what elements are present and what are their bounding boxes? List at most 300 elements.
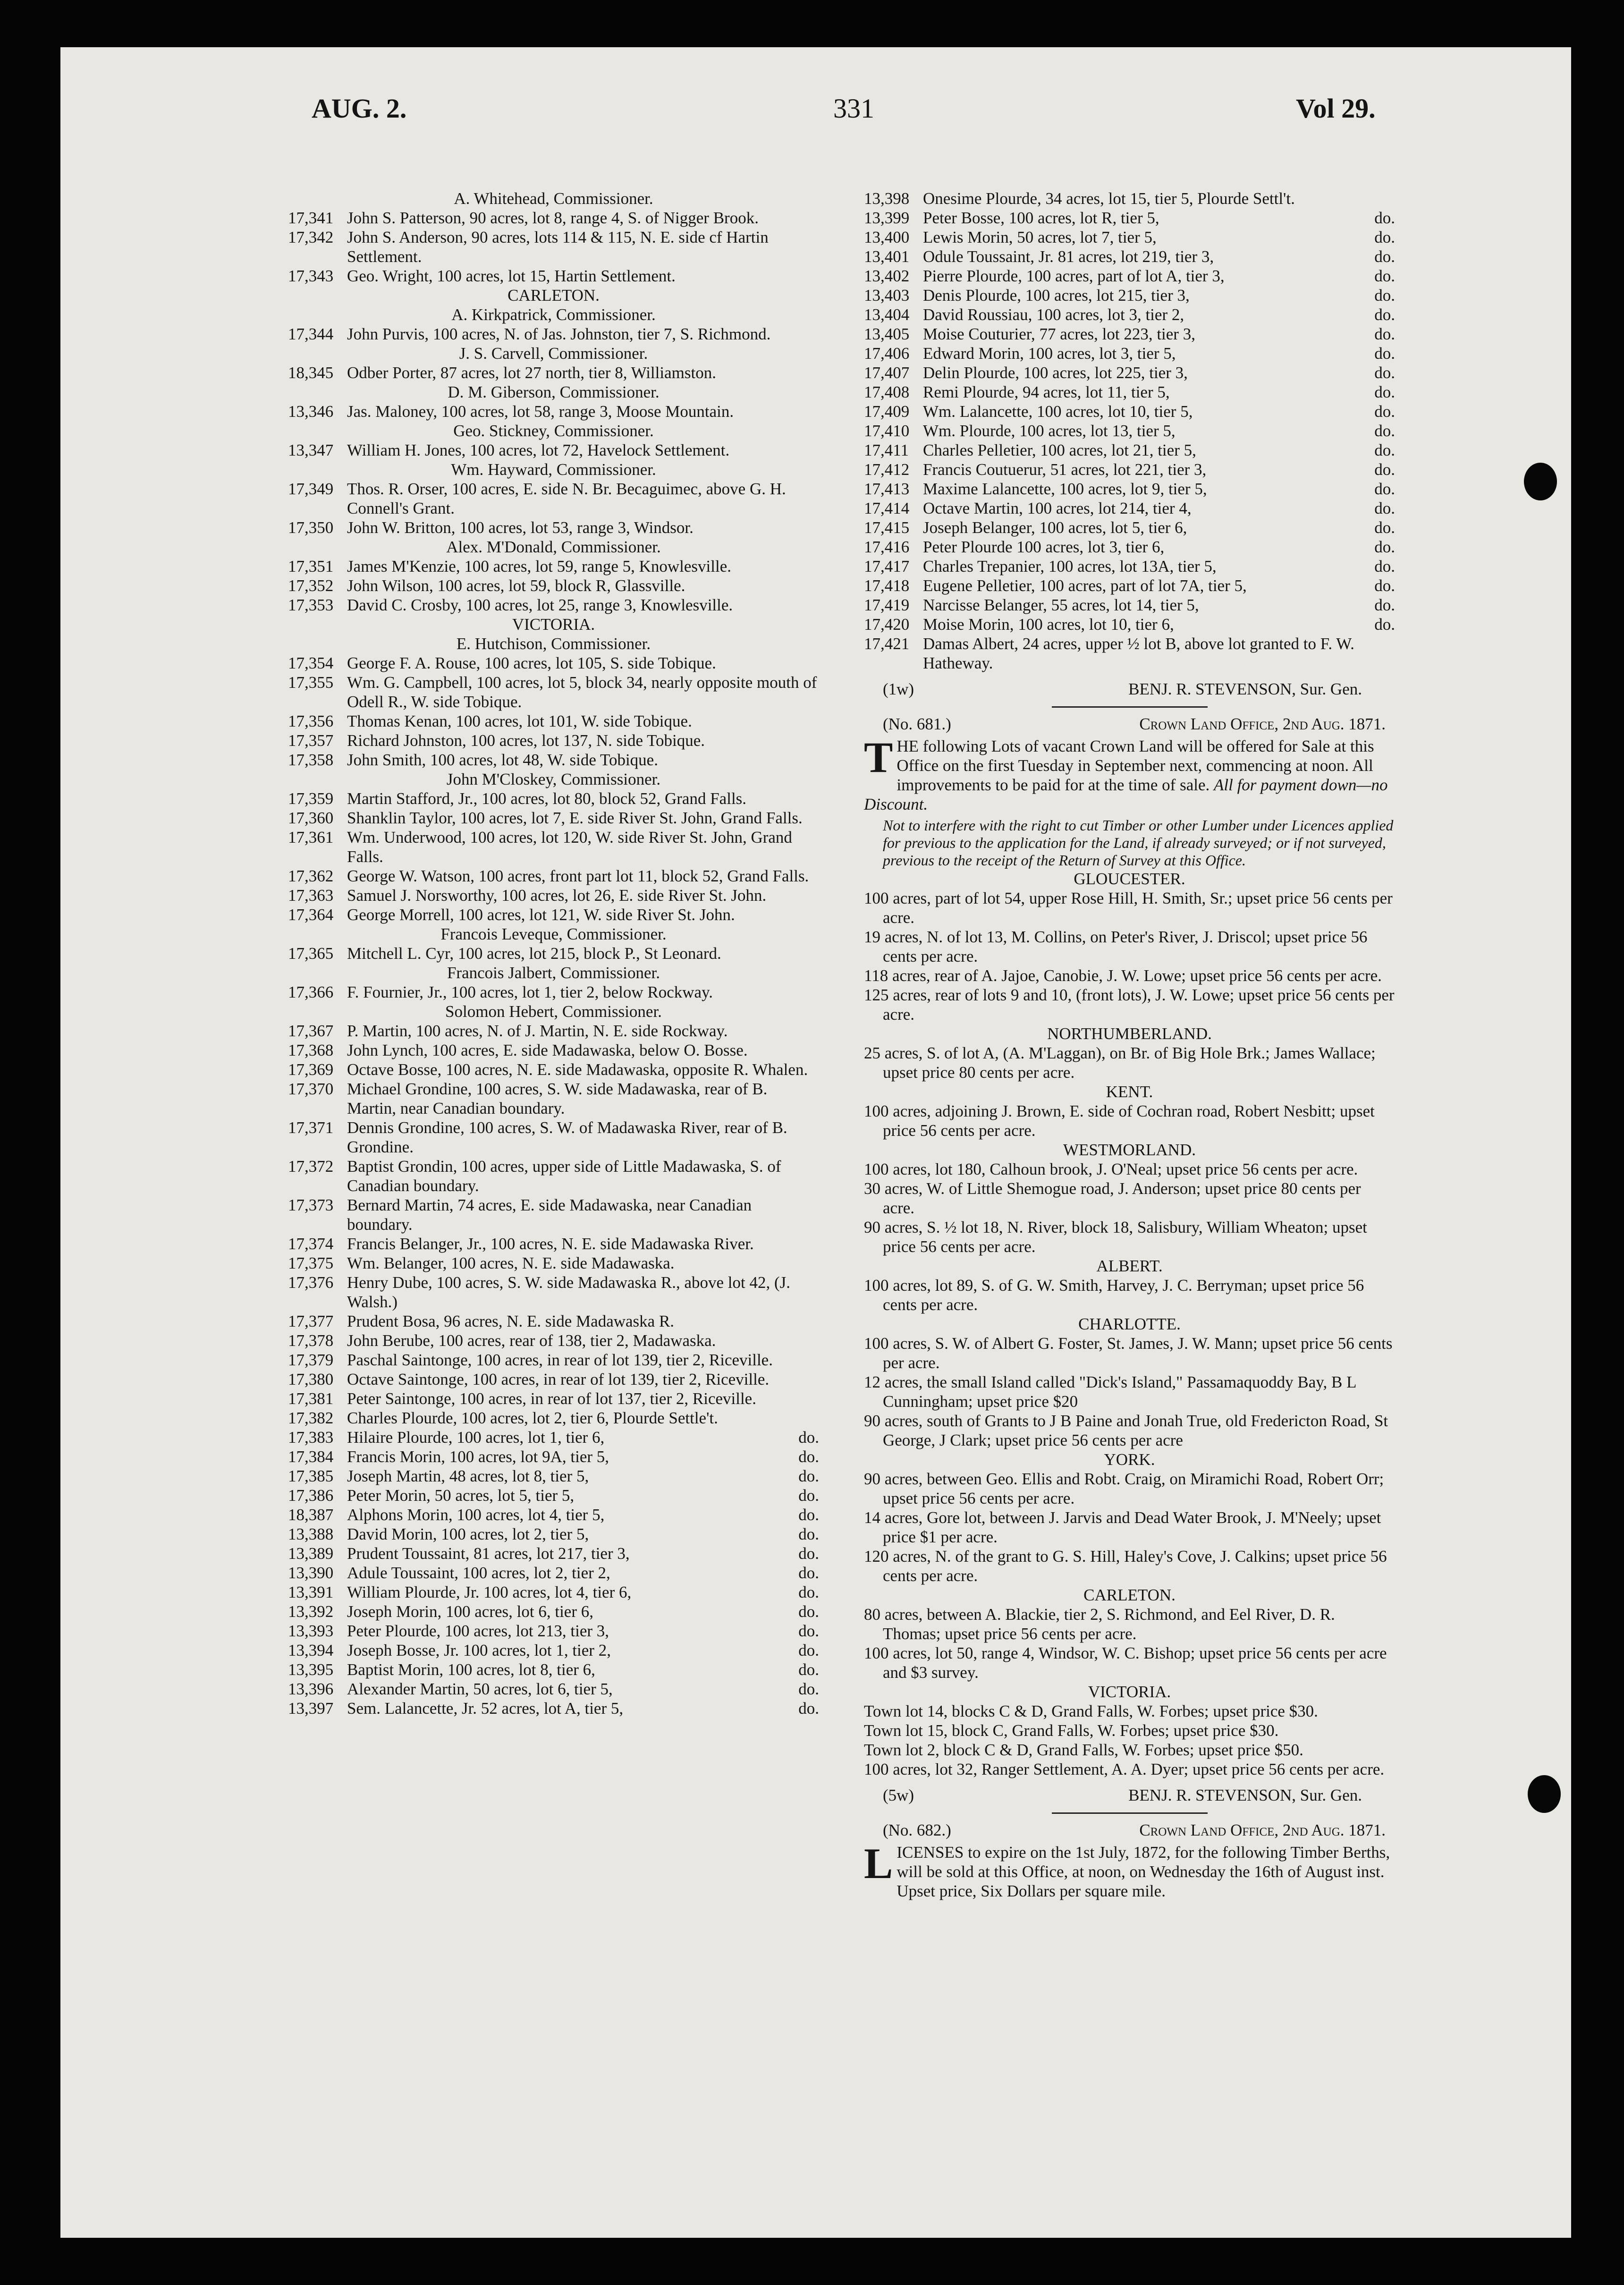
grant-entry <box>288 1699 819 1718</box>
ditto-mark: do. <box>1374 267 1395 285</box>
grant-entry <box>288 1370 819 1389</box>
grant-text: Prudent Bosa, 96 acres, N. E. side Madawaska R. <box>347 1312 675 1330</box>
grant-number: 17,351 <box>288 557 334 575</box>
grant-entry <box>288 1466 819 1486</box>
grant-text: Martin Stafford, Jr., 100 acres, lot 80, block 52, Grand Falls. <box>347 789 747 808</box>
grant-number: 17,349 <box>288 480 334 498</box>
grant-text: John Purvis, 100 acres, N. of Jas. Johnston, tier 7, S. Richmond. <box>347 325 771 343</box>
grant-entry <box>864 499 1395 518</box>
signature-5w <box>864 1786 1395 1805</box>
grant-entry <box>288 1524 819 1544</box>
ditto-mark: do. <box>1374 557 1395 575</box>
grant-number: 17,357 <box>288 731 334 750</box>
ditto-mark: do. <box>1374 364 1395 382</box>
grant-entry <box>288 1350 819 1370</box>
crown-land-lots <box>864 869 1395 1779</box>
ditto-mark: do. <box>1374 305 1395 324</box>
grant-text: Bernard Martin, 74 acres, E. side Madawaska, near Canadian boundary. <box>347 1196 752 1234</box>
grant-text: Joseph Bosse, Jr. 100 acres, lot 1, tier 2, <box>347 1641 611 1659</box>
county-heading: VICTORIA. <box>1088 1683 1171 1701</box>
lot-item: 125 acres, rear of lots 9 and 10, (front lots), J. W. Lowe; upset price 56 cents per acre. <box>864 986 1395 1024</box>
county-heading: WESTMORLAND. <box>1063 1141 1196 1159</box>
grant-number: 17,359 <box>288 789 334 808</box>
grant-number: 13,391 <box>288 1583 334 1601</box>
county-heading: KENT. <box>1106 1083 1153 1101</box>
grant-text: James M'Kenzie, 100 acres, lot 59, range 5, Knowlesville. <box>347 557 732 575</box>
grant-text: Hilaire Plourde, 100 acres, lot 1, tier 6, <box>347 1428 605 1447</box>
ditto-mark: do. <box>1374 615 1395 634</box>
grant-text: Henry Dube, 100 acres, S. W. side Madawaska R., above lot 42, (J. Walsh.) <box>347 1273 790 1311</box>
grant-number: 13,388 <box>288 1525 334 1543</box>
notice-682-header <box>864 1820 1395 1840</box>
ditto-mark: do. <box>1374 538 1395 556</box>
ditto-mark: do. <box>798 1467 819 1485</box>
insertion-tag: (5w) <box>883 1786 914 1804</box>
grant-entry <box>864 382 1395 402</box>
grant-list-continued <box>864 189 1395 673</box>
lot-item: 30 acres, W. of Little Shemogue road, J. Anderson; upset price 80 cents per acre. <box>864 1179 1361 1217</box>
grant-number: 17,353 <box>288 596 334 614</box>
grant-number: 17,350 <box>288 518 334 537</box>
grant-number: 13,396 <box>288 1680 334 1698</box>
notice-payment: All for payment down—no Discount. <box>864 776 1388 813</box>
grant-number: 17,356 <box>288 712 334 730</box>
grant-entry <box>288 576 819 595</box>
grant-entry <box>288 789 819 808</box>
grant-text: John W. Britton, 100 acres, lot 53, range 3, Windsor. <box>347 518 694 537</box>
ditto-mark: do. <box>798 1622 819 1640</box>
grant-number: 17,369 <box>288 1060 334 1079</box>
grant-number: 17,362 <box>288 867 334 885</box>
grant-number: 17,406 <box>864 344 910 363</box>
lot-item: 90 acres, south of Grants to J B Paine and Jonah True, old Fredericton Road, St George, J Clark; upset price 56 cents per acre <box>864 1412 1388 1449</box>
grant-number: 17,379 <box>288 1351 334 1369</box>
grant-number: 13,347 <box>288 441 334 459</box>
lot-item: Town lot 2, block C & D, Grand Falls, W. Forbes; upset price $50. <box>864 1741 1303 1759</box>
grant-text: David C. Crosby, 100 acres, lot 25, range 3, Knowlesville. <box>347 596 733 614</box>
grant-text: John S. Anderson, 90 acres, lots 114 & 115, N. E. side cf Hartin Settlement. <box>347 228 769 266</box>
grant-text: Eugene Pelletier, 100 acres, part of lot 7A, tier 5, <box>923 576 1247 595</box>
grant-entry <box>288 731 819 750</box>
grant-entry <box>288 557 819 576</box>
ditto-mark: do. <box>798 1525 819 1543</box>
grant-number: 17,417 <box>864 557 910 575</box>
grant-text: Richard Johnston, 100 acres, lot 137, N. side Tobique. <box>347 731 705 750</box>
county-heading: NORTHUMBERLAND. <box>1047 1024 1212 1043</box>
grant-number: 13,395 <box>288 1660 334 1679</box>
grant-text: Octave Saintonge, 100 acres, in rear of lot 139, tier 2, Riceville. <box>347 1370 770 1388</box>
ditto-mark: do. <box>1374 441 1395 459</box>
grant-number: 13,400 <box>864 228 910 246</box>
divider <box>1052 1812 1208 1814</box>
ditto-mark: do. <box>798 1680 819 1698</box>
county-heading: GLOUCESTER. <box>1074 870 1185 888</box>
grant-text: Wm. G. Campbell, 100 acres, lot 5, block 34, nearly opposite mouth of Odell R., W. side Tobique. <box>347 673 817 711</box>
grant-entry <box>288 1583 819 1602</box>
lot-item: 100 acres, adjoining J. Brown, E. side of Cochran road, Robert Nesbitt; upset price 56 cents per acre. <box>864 1102 1375 1140</box>
header-date: AUG. 2. <box>312 93 407 124</box>
grant-entry <box>288 1563 819 1583</box>
grant-text: Odule Toussaint, Jr. 81 acres, lot 219, tier 3, <box>923 247 1214 266</box>
ditto-mark: do. <box>1374 480 1395 498</box>
ditto-mark: do. <box>1374 596 1395 614</box>
grant-text: F. Fournier, Jr., 100 acres, lot 1, tier 2, below Rockway. <box>347 983 713 1001</box>
grant-number: 17,374 <box>288 1235 334 1253</box>
grant-entry <box>288 944 819 963</box>
grant-entry <box>288 1602 819 1621</box>
grant-text: Thos. R. Orser, 100 acres, E. side N. Br. Becaguimec, above G. H. Connell's Grant. <box>347 480 786 517</box>
grant-text: Thomas Kenan, 100 acres, lot 101, W. side Tobique. <box>347 712 692 730</box>
grant-entry <box>288 982 819 1002</box>
ditto-mark: do. <box>1374 518 1395 537</box>
grant-number: 17,341 <box>288 209 334 227</box>
grant-text: Maxime Lalancette, 100 acres, lot 9, tier 5, <box>923 480 1207 498</box>
ditto-mark: do. <box>798 1699 819 1718</box>
grant-number: 17,375 <box>288 1254 334 1272</box>
grant-text: Joseph Morin, 100 acres, lot 6, tier 6, <box>347 1602 593 1621</box>
ditto-mark: do. <box>798 1660 819 1679</box>
grant-text: John Berube, 100 acres, rear of 138, tier 2, Madawaska. <box>347 1331 716 1350</box>
grant-text: Samuel J. Norsworthy, 100 acres, lot 26, E. side River St. John. <box>347 886 767 905</box>
grant-entry <box>288 518 819 537</box>
grant-number: 17,370 <box>288 1080 334 1098</box>
grant-text: Onesime Plourde, 34 acres, lot 15, tier 5, Plourde Settl't. <box>923 189 1295 208</box>
grant-number: 17,363 <box>288 886 334 905</box>
grant-text: Octave Martin, 100 acres, lot 214, tier 4, <box>923 499 1192 517</box>
grant-number: 17,364 <box>288 906 334 924</box>
grant-text: Joseph Belanger, 100 acres, lot 5, tier 6, <box>923 518 1187 537</box>
grant-text: John S. Patterson, 90 acres, lot 8, range 4, S. of Nigger Brook. <box>347 209 759 227</box>
grant-text: Damas Albert, 24 acres, upper ½ lot B, above lot granted to F. W. Hatheway. <box>923 635 1354 672</box>
grant-entry <box>288 1079 819 1118</box>
grant-number: 13,404 <box>864 305 910 324</box>
lot-item: 100 acres, lot 32, Ranger Settlement, A. A. Dyer; upset price 56 cents per acre. <box>864 1760 1385 1778</box>
grant-entry <box>288 1021 819 1041</box>
grant-entry <box>864 634 1395 673</box>
insertion-tag: (1w) <box>883 680 914 698</box>
lot-item: 100 acres, part of lot 54, upper Rose Hill, H. Smith, Sr.; upset price 56 cents per acre. <box>864 889 1393 927</box>
ditto-mark: do. <box>1374 422 1395 440</box>
grant-entry <box>288 1273 819 1312</box>
grant-number: 17,386 <box>288 1486 334 1505</box>
grant-entry <box>288 1312 819 1331</box>
lot-item: 80 acres, between A. Blackie, tier 2, S. Richmond, and Eel River, D. R. Thomas; upset price 56 cents per acre. <box>864 1605 1335 1643</box>
punch-hole <box>1524 463 1557 500</box>
grant-text: Francis Belanger, Jr., 100 acres, N. E. side Madawaska River. <box>347 1235 754 1253</box>
grant-number: 13,402 <box>864 267 910 285</box>
grant-number: 17,408 <box>864 383 910 401</box>
grant-number: 13,397 <box>288 1699 334 1718</box>
notice-number: (No. 682.) <box>883 1821 951 1839</box>
grant-entry <box>288 1041 819 1060</box>
section-heading: Alex. M'Donald, Commissioner. <box>446 538 661 556</box>
ditto-mark: do. <box>1374 209 1395 227</box>
grant-text: Wm. Underwood, 100 acres, lot 120, W. side River St. John, Grand Falls. <box>347 828 792 866</box>
grant-entry <box>864 615 1395 634</box>
grant-number: 13,401 <box>864 247 910 266</box>
grant-number: 17,352 <box>288 576 334 595</box>
ditto-mark: do. <box>798 1602 819 1621</box>
lot-item: 120 acres, N. of the grant to G. S. Hill, Haley's Cove, J. Calkins; upset price 56 cents per acre. <box>864 1547 1387 1585</box>
lot-item: 100 acres, S. W. of Albert G. Foster, St. James, J. W. Mann; upset price 56 cents per acre. <box>864 1334 1393 1372</box>
grant-entry <box>864 460 1395 479</box>
drop-cap: T <box>864 733 893 781</box>
grant-text: Pierre Plourde, 100 acres, part of lot A, tier 3, <box>923 267 1225 285</box>
grant-number: 17,413 <box>864 480 910 498</box>
grant-number: 17,383 <box>288 1428 334 1447</box>
grant-entry <box>864 421 1395 440</box>
grant-number: 17,380 <box>288 1370 334 1388</box>
grant-number: 13,398 <box>864 189 910 208</box>
grant-text: Denis Plourde, 100 acres, lot 215, tier 3, <box>923 286 1190 305</box>
lot-item: Town lot 14, blocks C & D, Grand Falls, W. Forbes; upset price $30. <box>864 1702 1318 1720</box>
grant-entry <box>288 653 819 673</box>
grant-entry <box>288 1118 819 1157</box>
lot-item: 14 acres, Gore lot, between J. Jarvis and Dead Water Brook, J. M'Neely; upset price $1 per acre. <box>864 1508 1381 1546</box>
grant-entry <box>288 1428 819 1447</box>
grant-text: Wm. Plourde, 100 acres, lot 13, tier 5, <box>923 422 1176 440</box>
grant-number: 17,409 <box>864 402 910 421</box>
grant-text: Baptist Morin, 100 acres, lot 8, tier 6, <box>347 1660 595 1679</box>
grant-text: Peter Plourde 100 acres, lot 3, tier 6, <box>923 538 1165 556</box>
ditto-mark: do. <box>798 1506 819 1524</box>
grant-number: 17,384 <box>288 1447 334 1466</box>
grant-number: 13,393 <box>288 1622 334 1640</box>
grant-text: Wm. Belanger, 100 acres, N. E. side Madawaska. <box>347 1254 675 1272</box>
ditto-mark: do. <box>1374 402 1395 421</box>
grant-entry <box>288 866 819 886</box>
grant-number: 18,345 <box>288 364 334 382</box>
right-column <box>864 189 1395 1901</box>
grant-entry <box>864 208 1395 228</box>
grant-text: Charles Plourde, 100 acres, lot 2, tier 6, Plourde Settle't. <box>347 1409 718 1427</box>
section-heading: Francois Leveque, Commissioner. <box>440 925 667 943</box>
lot-item: Town lot 15, block C, Grand Falls, W. Forbes; upset price $30. <box>864 1721 1279 1740</box>
grant-number: 17,376 <box>288 1273 334 1292</box>
lot-item: 100 acres, lot 180, Calhoun brook, J. O'Neal; upset price 56 cents per acre. <box>864 1160 1358 1178</box>
lot-item: 100 acres, lot 89, S. of G. W. Smith, Harvey, J. C. Berryman; upset price 56 cents per acre. <box>864 1276 1364 1314</box>
notice-text: ICENSES to expire on the 1st July, 1872, for the following Timber Berths, will be sold at this Office, at noon, on Wednesday the 16th of August inst. Upset price, Six Dollars per square mile. <box>897 1843 1390 1900</box>
notice-682-body <box>864 1839 1395 1901</box>
grant-text: Francis Morin, 100 acres, lot 9A, tier 5, <box>347 1447 609 1466</box>
grant-text: P. Martin, 100 acres, N. of J. Martin, N. E. side Rockway. <box>347 1022 728 1040</box>
grant-text: Octave Bosse, 100 acres, N. E. side Madawaska, opposite R. Whalen. <box>347 1060 808 1079</box>
grant-entry <box>288 228 819 266</box>
section-heading: Francois Jalbert, Commissioner. <box>447 964 660 982</box>
signatory: BENJ. R. STEVENSON, Sur. Gen. <box>1128 1786 1362 1804</box>
grant-text: Charles Pelletier, 100 acres, lot 21, tier 5, <box>923 441 1196 459</box>
grant-entry <box>864 440 1395 460</box>
grant-text: John Wilson, 100 acres, lot 59, block R, Glassville. <box>347 576 685 595</box>
grant-text: Francis Coutuerur, 51 acres, lot 221, tier 3, <box>923 460 1207 479</box>
grant-entry <box>288 479 819 518</box>
grant-entry <box>864 402 1395 421</box>
grant-entry <box>288 266 819 286</box>
grant-entry <box>864 576 1395 595</box>
grant-number: 17,354 <box>288 654 334 672</box>
grant-text: Adule Toussaint, 100 acres, lot 2, tier 2, <box>347 1564 610 1582</box>
signature-1w <box>864 679 1395 699</box>
grant-entry <box>288 1486 819 1505</box>
grant-number: 17,342 <box>288 228 334 246</box>
grant-number: 17,378 <box>288 1331 334 1350</box>
grant-text: David Roussiau, 100 acres, lot 3, tier 2, <box>923 305 1184 324</box>
grant-number: 17,366 <box>288 983 334 1001</box>
ditto-mark: do. <box>798 1447 819 1466</box>
grant-entry <box>288 363 819 382</box>
grant-entry <box>288 673 819 711</box>
grant-entry <box>288 595 819 615</box>
grant-text: William Plourde, Jr. 100 acres, lot 4, tier 6, <box>347 1583 632 1601</box>
section-heading: A. Kirkpatrick, Commissioner. <box>451 305 656 324</box>
page-number: 331 <box>833 93 874 124</box>
grant-number: 17,385 <box>288 1467 334 1485</box>
ditto-mark: do. <box>798 1486 819 1505</box>
grant-entry <box>288 905 819 924</box>
ditto-mark: do. <box>1374 383 1395 401</box>
grant-text: Mitchell L. Cyr, 100 acres, lot 215, block P., St Leonard. <box>347 944 721 963</box>
grant-text: Paschal Saintonge, 100 acres, in rear of lot 139, tier 2, Riceville. <box>347 1351 773 1369</box>
grant-number: 17,415 <box>864 518 910 537</box>
grant-text: Remi Plourde, 94 acres, lot 11, tier 5, <box>923 383 1170 401</box>
county-heading: CARLETON. <box>1083 1586 1176 1604</box>
lot-item: 12 acres, the small Island called "Dick's Island," Passamaquoddy Bay, B L Cunningham; upset price $20 <box>864 1373 1356 1411</box>
grant-text: Joseph Martin, 48 acres, lot 8, tier 5, <box>347 1467 589 1485</box>
grant-text: Edward Morin, 100 acres, lot 3, tier 5, <box>923 344 1176 363</box>
grant-number: 17,414 <box>864 499 910 517</box>
grant-number: 17,381 <box>288 1389 334 1408</box>
grant-text: Shanklin Taylor, 100 acres, lot 7, E. side River St. John, Grand Falls. <box>347 809 803 827</box>
grant-number: 18,387 <box>288 1506 334 1524</box>
ditto-mark: do. <box>1374 576 1395 595</box>
grant-number: 17,407 <box>864 364 910 382</box>
divider <box>1052 706 1208 708</box>
grant-text: Moise Couturier, 77 acres, lot 223, tier 3, <box>923 325 1195 343</box>
left-column <box>288 189 819 1718</box>
grant-text: David Morin, 100 acres, lot 2, tier 5, <box>347 1525 589 1543</box>
grant-number: 13,405 <box>864 325 910 343</box>
grant-entry <box>288 750 819 770</box>
county-heading: YORK. <box>1104 1450 1155 1469</box>
grant-number: 17,421 <box>864 635 910 653</box>
grant-entry <box>288 1505 819 1524</box>
grant-entry <box>288 440 819 460</box>
grant-entry <box>864 595 1395 615</box>
grant-number: 17,420 <box>864 615 910 634</box>
grant-number: 17,344 <box>288 325 334 343</box>
grant-text: Peter Saintonge, 100 acres, in rear of lot 137, tier 2, Riceville. <box>347 1389 756 1408</box>
ditto-mark: do. <box>798 1428 819 1447</box>
grant-entry <box>288 886 819 905</box>
grant-entry <box>288 711 819 731</box>
ditto-mark: do. <box>798 1583 819 1601</box>
grant-text: Dennis Grondine, 100 acres, S. W. of Madawaska River, rear of B. Grondine. <box>347 1118 787 1156</box>
grant-text: George Morrell, 100 acres, lot 121, W. side River St. John. <box>347 906 735 924</box>
grant-number: 17,411 <box>864 441 909 459</box>
grant-text: John Smith, 100 acres, lot 48, W. side Tobique. <box>347 751 658 769</box>
ditto-mark: do. <box>798 1564 819 1582</box>
punch-hole <box>1528 1775 1561 1813</box>
grant-number: 17,416 <box>864 538 910 556</box>
grant-entry <box>288 1331 819 1350</box>
grant-number: 17,382 <box>288 1409 334 1427</box>
grant-entry <box>288 1621 819 1641</box>
ditto-mark: do. <box>798 1641 819 1659</box>
grant-number: 17,419 <box>864 596 910 614</box>
grant-entry <box>288 1641 819 1660</box>
grant-text: Baptist Grondin, 100 acres, upper side of Little Madawaska, S. of Canadian boundary. <box>347 1157 781 1195</box>
grant-text: Geo. Wright, 100 acres, lot 15, Hartin Settlement. <box>347 267 676 285</box>
grant-text: Charles Trepanier, 100 acres, lot 13A, tier 5, <box>923 557 1217 575</box>
notice-681-note: Not to interfere with the right to cut Timber or other Lumber under Licences applied for previous to the application for the Land, if already surveyed; or if not surveyed, previous to the receipt of the Return of Survey at this Office. <box>883 817 1394 869</box>
ditto-mark: do. <box>1374 344 1395 363</box>
grant-text: Prudent Toussaint, 81 acres, lot 217, tier 3, <box>347 1544 630 1563</box>
section-heading: CARLETON. <box>507 286 600 305</box>
notice-681-body <box>864 733 1395 814</box>
grant-number: 17,377 <box>288 1312 334 1330</box>
grant-text: Sem. Lalancette, Jr. 52 acres, lot A, tier 5, <box>347 1699 624 1718</box>
grant-entry <box>864 344 1395 363</box>
notice-office-date: Crown Land Office, 2nd Aug. 1871. <box>1139 1821 1386 1839</box>
ditto-mark: do. <box>1374 228 1395 246</box>
grant-entry <box>288 1060 819 1079</box>
grant-entry <box>288 1234 819 1253</box>
grant-text: Narcisse Belanger, 55 acres, lot 14, tier 5, <box>923 596 1199 614</box>
grant-entry <box>864 266 1395 286</box>
volume-label: Vol 29. <box>1296 93 1376 124</box>
grant-entry <box>288 208 819 228</box>
grant-entry <box>864 363 1395 382</box>
grant-number: 17,373 <box>288 1196 334 1214</box>
section-heading: Solomon Hebert, Commissioner. <box>445 1002 662 1021</box>
grant-entry <box>864 286 1395 305</box>
ditto-mark: do. <box>1374 460 1395 479</box>
grant-number: 13,394 <box>288 1641 334 1659</box>
grant-number: 13,403 <box>864 286 910 305</box>
section-heading: John M'Closkey, Commissioner. <box>446 770 661 788</box>
section-heading: J. S. Carvell, Commissioner. <box>459 344 648 363</box>
ditto-mark: do. <box>1374 247 1395 266</box>
grant-entry <box>288 1679 819 1699</box>
grant-number: 17,412 <box>864 460 910 479</box>
grant-number: 13,389 <box>288 1544 334 1563</box>
lot-item: 100 acres, lot 50, range 4, Windsor, W. C. Bishop; upset price 56 cents per acre and $3 survey. <box>864 1644 1387 1682</box>
ditto-mark: do. <box>1374 286 1395 305</box>
grant-entry <box>288 808 819 828</box>
lot-item: 25 acres, S. of lot A, (A. M'Laggan), on Br. of Big Hole Brk.; James Wallace; upset price 80 cents per acre. <box>864 1044 1376 1082</box>
notice-text: HE following Lots of vacant Crown Land will be offered for Sale at this Office on the first Tuesday in September next, commencing at noon. All improvements to be paid for at the time of sale. <box>897 737 1374 794</box>
grant-entry <box>864 189 1395 208</box>
notice-office-date: Crown Land Office, 2nd Aug. 1871. <box>1139 715 1386 733</box>
grant-entry <box>864 518 1395 537</box>
section-heading: Wm. Hayward, Commissioner. <box>451 460 656 479</box>
grant-entry <box>288 1660 819 1679</box>
section-heading: Geo. Stickney, Commissioner. <box>453 422 654 440</box>
grant-entry <box>864 537 1395 557</box>
grant-number: 17,360 <box>288 809 334 827</box>
county-heading: CHARLOTTE. <box>1078 1315 1181 1333</box>
signatory: BENJ. R. STEVENSON, Sur. Gen. <box>1128 680 1362 698</box>
grant-entry <box>864 305 1395 324</box>
grant-number: 17,365 <box>288 944 334 963</box>
grant-text: Alphons Morin, 100 acres, lot 4, tier 5, <box>347 1506 605 1524</box>
grant-entry <box>288 1447 819 1466</box>
grant-number: 17,358 <box>288 751 334 769</box>
grant-number: 13,390 <box>288 1564 334 1582</box>
grant-text: Michael Grondine, 100 acres, S. W. side Madawaska, rear of B. Martin, near Canadian boundary. <box>347 1080 768 1117</box>
grant-text: William H. Jones, 100 acres, lot 72, Havelock Settlement. <box>347 441 730 459</box>
county-heading: ALBERT. <box>1096 1257 1163 1275</box>
